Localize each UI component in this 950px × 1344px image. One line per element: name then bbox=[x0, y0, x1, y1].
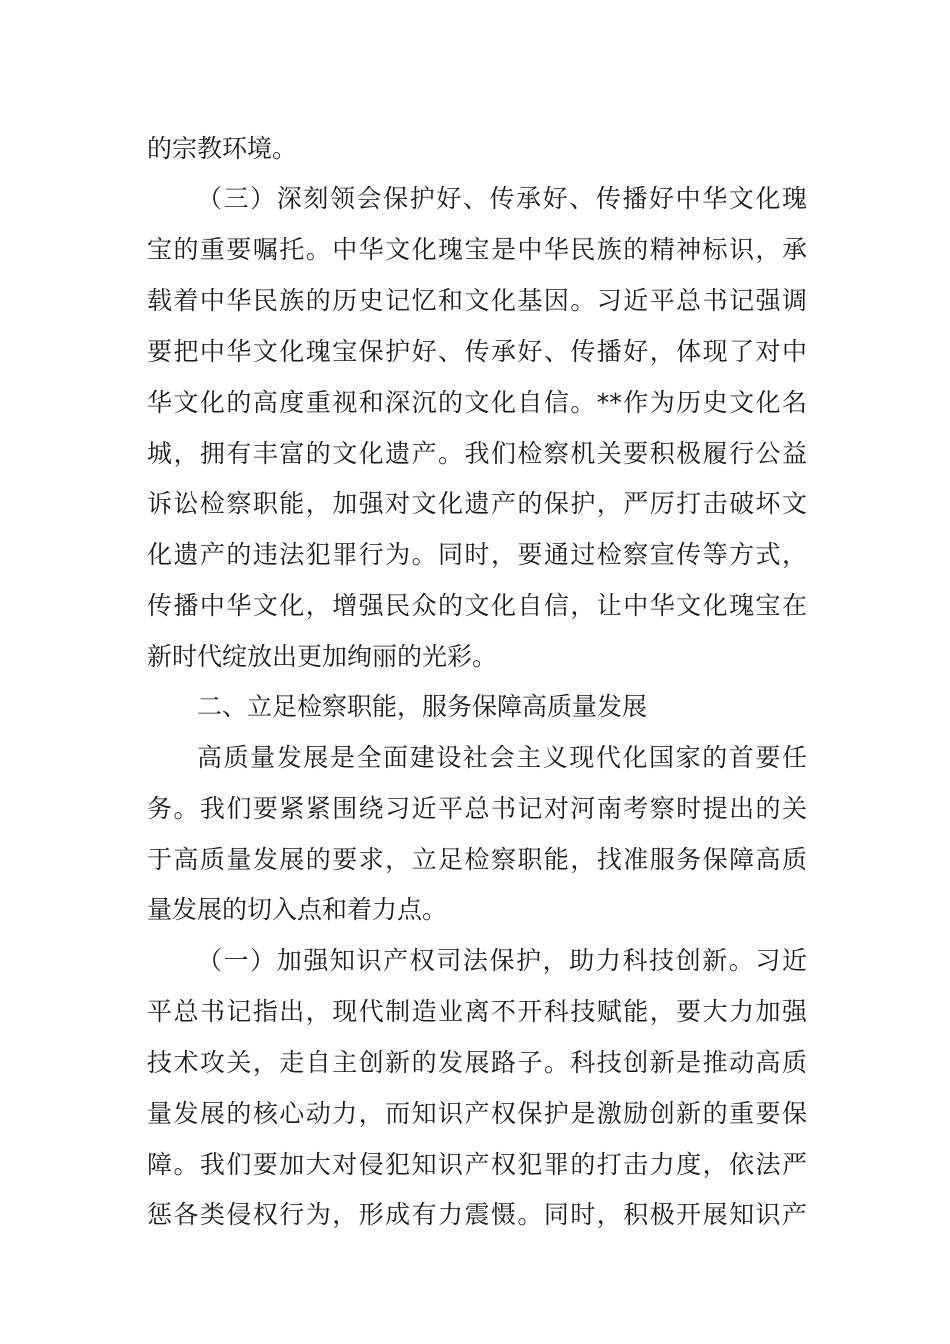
text-line: 量发展的核心动力，而知识产权保护是激励创新的重要保 bbox=[147, 1099, 807, 1128]
text-line: 城，拥有丰富的文化遗产。我们检察机关要积极履行公益 bbox=[147, 439, 807, 468]
text-line: 技术攻关，走自主创新的发展路子。科技创新是推动高质 bbox=[147, 1048, 807, 1077]
text-line: 诉讼检察职能，加强对文化遗产的保护，严厉打击破坏文 bbox=[147, 489, 807, 518]
text-line: 要把中华文化瑰宝保护好、传承好、传播好，体现了对中 bbox=[147, 337, 807, 366]
text-line: 的宗教环境。 bbox=[147, 134, 298, 163]
section-heading-line: （三）深刻领会保护好、传承好、传播好中华文化瑰 bbox=[197, 184, 807, 213]
text-line: 务。我们要紧紧围绕习近平总书记对河南考察时提出的关 bbox=[147, 794, 807, 823]
text-line: 量发展的切入点和着力点。 bbox=[147, 895, 448, 924]
text-line: 于高质量发展的要求，立足检察职能，找准服务保障高质 bbox=[147, 845, 807, 874]
text-line: 平总书记指出，现代制造业离不开科技赋能，要大力加强 bbox=[147, 997, 807, 1026]
text-line: 传播中华文化，增强民众的文化自信，让中华文化瑰宝在 bbox=[147, 591, 807, 620]
text-line: 障。我们要加大对侵犯知识产权犯罪的打击力度，依法严 bbox=[147, 1150, 807, 1179]
text-line: 惩各类侵权行为，形成有力震慑。同时，积极开展知识产 bbox=[147, 1200, 807, 1229]
text-line: 化遗产的违法犯罪行为。同时，要通过检察宣传等方式， bbox=[147, 540, 807, 569]
section-heading: 二、立足检察职能，服务保障高质量发展 bbox=[197, 692, 648, 721]
text-line: 宝的重要嘱托。中华文化瑰宝是中华民族的精神标识，承 bbox=[147, 235, 807, 264]
text-line: 载着中华民族的历史记忆和文化基因。习近平总书记强调 bbox=[147, 286, 807, 315]
text-line: 华文化的高度重视和深沉的文化自信。**作为历史文化名 bbox=[147, 388, 807, 417]
text-line: 新时代绽放出更加绚丽的光彩。 bbox=[147, 642, 498, 671]
section-heading-line: （一）加强知识产权司法保护，助力科技创新。习近 bbox=[197, 946, 807, 975]
paragraph-first-line: 高质量发展是全面建设社会主义现代化国家的首要任 bbox=[197, 743, 807, 772]
